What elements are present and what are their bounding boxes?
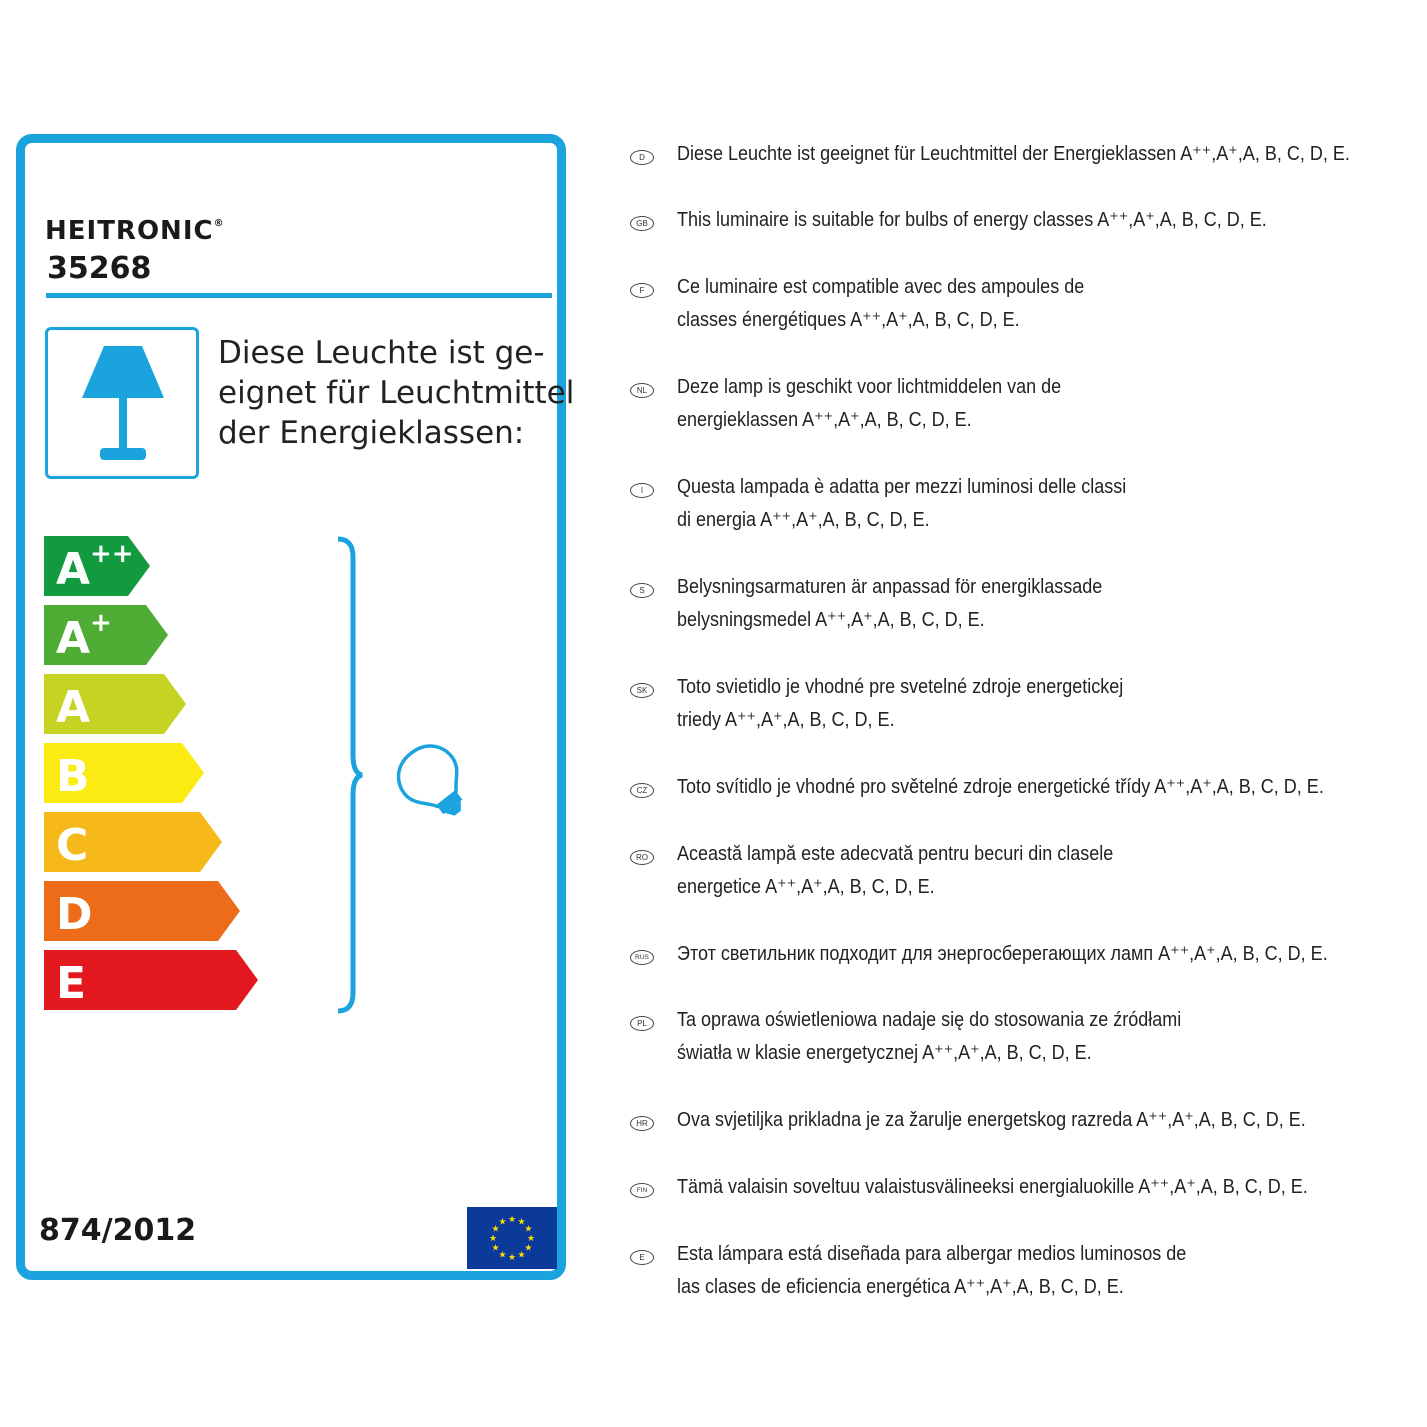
language-text-line: Этот светильник подходит для энергосберегающих ламп A⁺⁺,A⁺,A, B, C, D, E. <box>677 943 1328 965</box>
bulb-icon <box>395 739 475 829</box>
energy-class-superscript: + <box>90 608 112 638</box>
lamp-icon <box>48 330 196 476</box>
language-text <box>677 571 1102 637</box>
country-code-badge: CZ <box>630 783 654 798</box>
lamp-icon-box <box>45 327 199 479</box>
star-icon: ★ <box>491 1243 500 1254</box>
language-text <box>677 938 1328 971</box>
language-text-line: Questa lampada è adatta per mezzi luminosi delle classi <box>677 476 1127 498</box>
star-icon: ★ <box>526 1234 536 1244</box>
energy-class-scale <box>44 536 274 1016</box>
energy-class-arrow <box>44 812 222 872</box>
energy-class-arrow <box>44 536 150 596</box>
country-code-badge: F <box>630 283 654 298</box>
country-code-badge: S <box>630 583 654 598</box>
intro-text <box>218 333 575 453</box>
language-text-line: Diese Leuchte ist geeignet für Leuchtmittel der Energieklassen A⁺⁺,A⁺,A, B, C, D, E. <box>677 143 1350 165</box>
eu-flag-icon <box>467 1207 557 1269</box>
brand-logo <box>45 216 225 246</box>
language-text-line: Tämä valaisin soveltuu valaistusvälineeksi energialuokille A⁺⁺,A⁺,A, B, C, D, E. <box>677 1176 1308 1198</box>
language-text-line: Ova svjetiljka prikladna je za žarulje energetskog razreda A⁺⁺,A⁺,A, B, C, D, E. <box>677 1109 1306 1131</box>
language-text <box>677 271 1084 337</box>
language-text-line: światła w klasie energetycznej A⁺⁺,A⁺,A, B, C, D, E. <box>677 1042 1092 1064</box>
energy-class-superscript: ++ <box>90 539 134 569</box>
star-icon: ★ <box>517 1250 526 1261</box>
model-number: 35268 <box>47 251 152 286</box>
language-text-line: This luminaire is suitable for bulbs of energy classes A⁺⁺,A⁺,A, B, C, D, E. <box>677 209 1267 231</box>
country-code-badge: PL <box>630 1016 654 1031</box>
country-code-badge: NL <box>630 383 654 398</box>
language-text-line: las clases de eficiencia energética A⁺⁺,A⁺,A, B, C, D, E. <box>677 1276 1124 1298</box>
language-text <box>677 204 1267 237</box>
language-text-line: Toto svítidlo je vhodné pro světelné zdroje energetické třídy A⁺⁺,A⁺,A, B, C, D, E. <box>677 776 1324 798</box>
star-icon: ★ <box>507 1253 517 1263</box>
language-text-line: Această lampă este adecvată pentru becuri din clasele <box>677 843 1114 865</box>
intro-line: der Energieklassen: <box>218 415 525 451</box>
star-icon: ★ <box>498 1250 507 1261</box>
language-text <box>677 838 1113 904</box>
language-text-line: energieklassen A⁺⁺,A⁺,A, B, C, D, E. <box>677 409 972 431</box>
energy-class-arrow <box>44 881 240 941</box>
brand-name: HEITRONIC <box>45 216 214 246</box>
energy-class-arrow <box>44 743 204 803</box>
language-text-line: belysningsmedel A⁺⁺,A⁺,A, B, C, D, E. <box>677 609 985 631</box>
star-icon: ★ <box>524 1224 533 1235</box>
intro-line: eignet für Leuchtmittel <box>218 375 575 411</box>
language-text <box>677 771 1324 804</box>
registered-mark: ® <box>213 218 225 229</box>
energy-class-letter: D <box>56 889 93 940</box>
energy-class-arrow <box>44 950 258 1010</box>
energy-label <box>16 134 575 1280</box>
star-icon: ★ <box>488 1234 498 1244</box>
star-icon: ★ <box>507 1215 517 1225</box>
energy-class-letter: B <box>56 751 90 802</box>
bracket-icon <box>335 535 365 1015</box>
language-text-line: Ta oprawa oświetleniowa nadaje się do stosowania ze źródłami <box>677 1009 1182 1031</box>
language-text-line: Esta lámpara está diseñada para albergar medios luminosos de <box>677 1243 1187 1265</box>
language-text-line: di energia A⁺⁺,A⁺,A, B, C, D, E. <box>677 509 930 531</box>
divider <box>46 293 552 298</box>
language-text-line: Ce luminaire est compatible avec des ampoules de <box>677 276 1085 298</box>
language-text-line: triedy A⁺⁺,A⁺,A, B, C, D, E. <box>677 709 895 731</box>
country-code-badge: E <box>630 1250 654 1265</box>
country-code-badge: HR <box>630 1116 654 1131</box>
star-icon: ★ <box>517 1217 526 1228</box>
country-code-badge: D <box>630 150 654 165</box>
star-icon: ★ <box>491 1224 500 1235</box>
language-text-line: classes énergétiques A⁺⁺,A⁺,A, B, C, D, E. <box>677 309 1020 331</box>
energy-class-letter: A <box>56 544 91 595</box>
language-text <box>677 138 1350 171</box>
country-code-badge: FIN <box>630 1183 654 1198</box>
language-text <box>677 1104 1306 1137</box>
intro-line: Diese Leuchte ist ge- <box>218 335 545 371</box>
language-text <box>677 471 1126 537</box>
language-text <box>677 1171 1308 1204</box>
language-text <box>677 371 1061 437</box>
language-text-line: Toto svietidlo je vhodné pre svetelné zdroje energetickej <box>677 676 1124 698</box>
energy-class-arrow <box>44 605 168 665</box>
country-code-badge: I <box>630 483 654 498</box>
country-code-badge: RUS <box>630 950 654 965</box>
language-text-line: energetice A⁺⁺,A⁺,A, B, C, D, E. <box>677 876 935 898</box>
star-icon: ★ <box>524 1243 533 1254</box>
language-text <box>677 1238 1186 1304</box>
country-code-badge: RO <box>630 850 654 865</box>
country-code-badge: GB <box>630 216 654 231</box>
language-text <box>677 671 1123 737</box>
language-text <box>677 1004 1181 1070</box>
star-icon: ★ <box>498 1217 507 1228</box>
country-code-badge: SK <box>630 683 654 698</box>
energy-class-letter: C <box>56 820 89 871</box>
energy-class-arrow <box>44 674 186 734</box>
language-text-line: Deze lamp is geschikt voor lichtmiddelen van de <box>677 376 1062 398</box>
energy-class-letter: A <box>56 682 91 733</box>
energy-class-letter: E <box>56 958 87 1009</box>
regulation-number: 874/2012 <box>39 1213 197 1248</box>
language-text-line: Belysningsarmaturen är anpassad för energiklassade <box>677 576 1103 598</box>
energy-class-letter: A <box>56 613 91 664</box>
